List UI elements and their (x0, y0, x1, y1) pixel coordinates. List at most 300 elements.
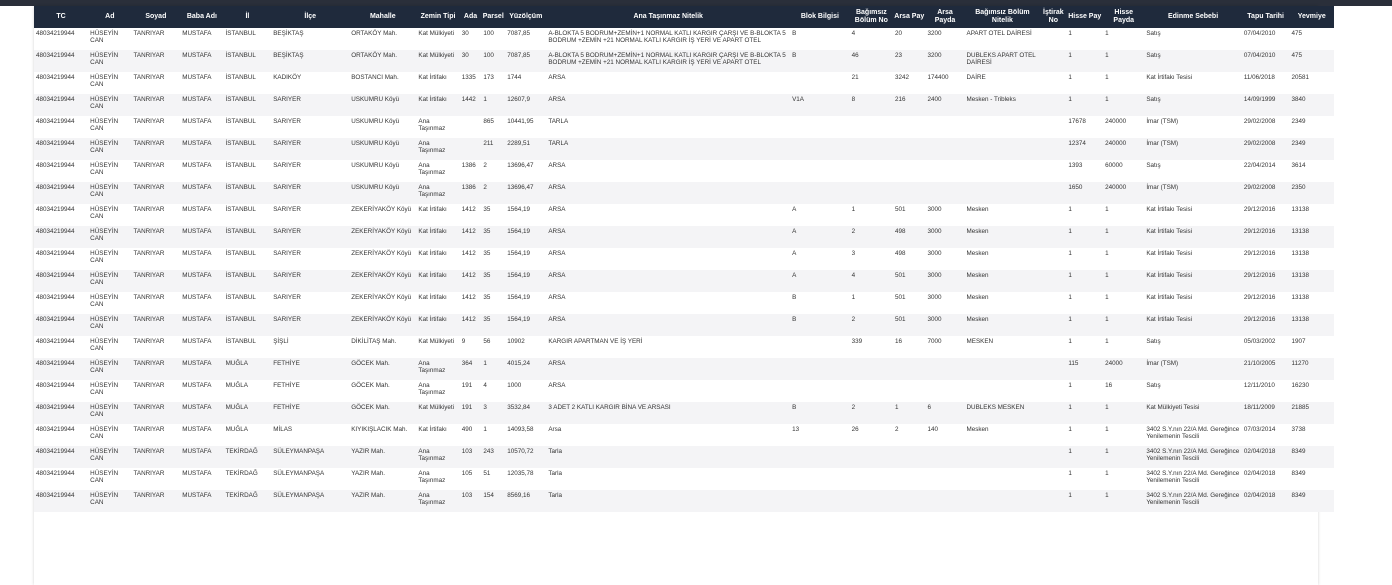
table-cell: İSTANBUL (224, 336, 272, 358)
table-cell: 8 (850, 94, 893, 116)
table-cell (790, 160, 850, 182)
table-cell: 10441,95 (505, 116, 546, 138)
table-cell: 3 (481, 402, 505, 424)
table-cell: 103 (460, 446, 482, 468)
table-cell: 1 (1103, 94, 1144, 116)
table-cell: BEŞİKTAŞ (271, 50, 349, 72)
table-cell: 1412 (460, 314, 482, 336)
table-cell: 1564,19 (505, 226, 546, 248)
table-cell: ARSA (546, 358, 790, 380)
table-cell: Kat İrtifakı (416, 248, 459, 270)
table-cell: 3402 S.Y.nın 22/A Md. Gereğince Yenilemenin Tescili (1144, 424, 1242, 446)
table-cell: 48034219944 (34, 72, 88, 94)
table-cell: 1 (1103, 468, 1144, 490)
table-cell: Ana Taşınmaz (416, 490, 459, 512)
table-cell (1040, 226, 1066, 248)
table-header-row (34, 6, 1334, 28)
table-cell: TEKİRDAĞ (224, 490, 272, 512)
table-row (34, 336, 1334, 358)
table-cell: ARSA (546, 72, 790, 94)
table-cell: 13138 (1289, 248, 1334, 270)
table-cell: 2349 (1289, 116, 1334, 138)
table-row (34, 358, 1334, 380)
table-cell: 48034219944 (34, 248, 88, 270)
table-cell: 1 (481, 94, 505, 116)
table-cell: 13138 (1289, 292, 1334, 314)
column-header[interactable]: Hisse Payda (1103, 6, 1144, 28)
table-cell: MUSTAFA (180, 490, 223, 512)
table-cell: USKUMRU Köyü (349, 160, 416, 182)
table-cell: Kat Mülkiyeti (416, 50, 459, 72)
table-row (34, 468, 1334, 490)
table-cell: ARSA (546, 182, 790, 204)
table-cell: TANRIYAR (131, 380, 180, 402)
table-cell (965, 160, 1041, 182)
table-cell: 24000 (1103, 358, 1144, 380)
table-cell (1040, 138, 1066, 160)
table-cell: 1 (893, 402, 926, 424)
table-cell: 1564,19 (505, 248, 546, 270)
table-cell (893, 446, 926, 468)
table-cell: ARSA (546, 248, 790, 270)
table-cell (965, 358, 1041, 380)
table-cell: 498 (893, 248, 926, 270)
table-cell: MESKEN (965, 336, 1041, 358)
table-cell: Ana Taşınmaz (416, 380, 459, 402)
table-cell: 8349 (1289, 468, 1334, 490)
table-cell: ZEKERİYAKÖY Köyü (349, 226, 416, 248)
column-header[interactable]: Ada (460, 6, 482, 28)
table-cell: Ana Taşınmaz (416, 116, 459, 138)
column-header[interactable]: Bağımsız Bölüm Nitelik (965, 6, 1041, 28)
table-cell: 1 (1103, 314, 1144, 336)
table-cell (1040, 446, 1066, 468)
table-cell: 07/03/2014 (1242, 424, 1290, 446)
table-row (34, 402, 1334, 424)
table-cell: Kat İrtifakı (416, 72, 459, 94)
table-cell: Kat İrtifakı Tesisi (1144, 314, 1242, 336)
table-cell: 21/10/2005 (1242, 358, 1290, 380)
table-cell: ARSA (546, 204, 790, 226)
table-cell: MUSTAFA (180, 160, 223, 182)
table-cell: 1386 (460, 160, 482, 182)
table-cell: MUSTAFA (180, 72, 223, 94)
table-cell (790, 490, 850, 512)
table-cell: Mesken (965, 226, 1041, 248)
table-cell: MUĞLA (224, 358, 272, 380)
table-row (34, 226, 1334, 248)
column-header[interactable]: Parsel (481, 6, 505, 28)
table-cell: B (790, 292, 850, 314)
table-cell: İmar (TSM) (1144, 358, 1242, 380)
table-cell: SÜLEYMANPAŞA (271, 490, 349, 512)
column-header[interactable]: Arsa Pay (893, 6, 926, 28)
table-cell: MUSTAFA (180, 50, 223, 72)
table-cell: HÜSEYİN CAN (88, 28, 131, 50)
table-cell: B (790, 50, 850, 72)
table-row (34, 138, 1334, 160)
table-cell: 501 (893, 270, 926, 292)
table-cell: HÜSEYİN CAN (88, 358, 131, 380)
table-cell: İSTANBUL (224, 72, 272, 94)
table-cell: Ana Taşınmaz (416, 358, 459, 380)
table-cell: 29/12/2016 (1242, 314, 1290, 336)
table-cell: HÜSEYİN CAN (88, 490, 131, 512)
column-header[interactable]: Arsa Payda (926, 6, 965, 28)
table-cell: 4015,24 (505, 358, 546, 380)
table-cell: İSTANBUL (224, 248, 272, 270)
table-cell: Satış (1144, 94, 1242, 116)
column-header[interactable]: Yüzölçüm (505, 6, 546, 28)
table-cell: Kat İrtifakı Tesisi (1144, 248, 1242, 270)
table-cell: İSTANBUL (224, 50, 272, 72)
table-cell: 1 (850, 292, 893, 314)
table-cell: 12035,78 (505, 468, 546, 490)
table-cell: 48034219944 (34, 402, 88, 424)
table-cell: 48034219944 (34, 292, 88, 314)
table-cell: HÜSEYİN CAN (88, 336, 131, 358)
table-cell: 1 (481, 358, 505, 380)
table-cell: MUSTAFA (180, 468, 223, 490)
table-cell: SARIYER (271, 160, 349, 182)
table-cell: HÜSEYİN CAN (88, 204, 131, 226)
table-cell: 3402 S.Y.nın 22/A Md. Gereğince Yenilemenin Tescili (1144, 490, 1242, 512)
column-header[interactable]: Hisse Pay (1066, 6, 1103, 28)
table-cell: 1 (850, 204, 893, 226)
table-cell: 1442 (460, 94, 482, 116)
table-row (34, 248, 1334, 270)
table-cell: HÜSEYİN CAN (88, 402, 131, 424)
table-cell: İSTANBUL (224, 204, 272, 226)
table-cell (893, 182, 926, 204)
table-cell: Mesken (965, 204, 1041, 226)
table-cell: YAZIR Mah. (349, 468, 416, 490)
column-header[interactable]: TC (34, 6, 88, 28)
table-cell: 7087,85 (505, 28, 546, 50)
table-cell: 35 (481, 248, 505, 270)
table-cell: 35 (481, 270, 505, 292)
table-cell: 13138 (1289, 314, 1334, 336)
table-cell: Tarla (546, 490, 790, 512)
table-cell: 48034219944 (34, 380, 88, 402)
column-header[interactable]: Ana Taşınmaz Nitelik (546, 6, 790, 28)
table-cell: 10902 (505, 336, 546, 358)
column-header[interactable]: Edinme Sebebi (1144, 6, 1242, 28)
table-row (34, 50, 1334, 72)
table-cell: İSTANBUL (224, 270, 272, 292)
table-cell: Kat İrtifakı (416, 314, 459, 336)
table-cell: 10570,72 (505, 446, 546, 468)
table-cell: 13 (790, 424, 850, 446)
table-cell: 115 (1066, 358, 1103, 380)
table-cell: 191 (460, 380, 482, 402)
table-cell: 865 (481, 116, 505, 138)
table-cell (1040, 204, 1066, 226)
table-row (34, 116, 1334, 138)
table-cell: TANRIYAR (131, 204, 180, 226)
table-cell: 2 (850, 402, 893, 424)
table-cell (790, 116, 850, 138)
table-cell: 48034219944 (34, 138, 88, 160)
table-cell: 240000 (1103, 116, 1144, 138)
column-header[interactable]: İlçe (271, 6, 349, 28)
table-cell: SARIYER (271, 226, 349, 248)
table-body (34, 28, 1334, 512)
table-cell: 1412 (460, 270, 482, 292)
table-cell: TANRIYAR (131, 358, 180, 380)
table-cell (1040, 336, 1066, 358)
table-cell: SARIYER (271, 138, 349, 160)
table-cell (926, 160, 965, 182)
table-cell (893, 160, 926, 182)
table-cell (790, 358, 850, 380)
table-cell: Kat Mülkiyeti Tesisi (1144, 402, 1242, 424)
table-cell: HÜSEYİN CAN (88, 94, 131, 116)
table-cell: İSTANBUL (224, 94, 272, 116)
table-cell: 1 (1103, 226, 1144, 248)
table-cell: 48034219944 (34, 314, 88, 336)
table-cell: TANRIYAR (131, 72, 180, 94)
table-cell: MUSTAFA (180, 248, 223, 270)
table-cell: TEKİRDAĞ (224, 468, 272, 490)
table-cell: 2400 (926, 94, 965, 116)
table-cell: 501 (893, 314, 926, 336)
table-cell (850, 138, 893, 160)
table-cell (1040, 72, 1066, 94)
table-cell (893, 138, 926, 160)
table-row (34, 446, 1334, 468)
table-cell: 22/04/2014 (1242, 160, 1290, 182)
table-cell: ARSA (546, 226, 790, 248)
table-cell (850, 490, 893, 512)
table-cell (790, 336, 850, 358)
column-header[interactable]: Mahalle (349, 6, 416, 28)
table-cell: 1 (1103, 270, 1144, 292)
column-header[interactable]: Baba Adı (180, 6, 223, 28)
table-cell: TANRIYAR (131, 116, 180, 138)
table-cell: 48034219944 (34, 358, 88, 380)
table-cell: 1 (1066, 248, 1103, 270)
column-header[interactable]: Ad (88, 6, 131, 28)
table-cell: 48034219944 (34, 50, 88, 72)
table-cell: 1412 (460, 248, 482, 270)
table-cell: Kat İrtifakı (416, 226, 459, 248)
table-cell: Kat Mülkiyeti (416, 28, 459, 50)
table-cell: 501 (893, 204, 926, 226)
table-cell: FETHİYE (271, 402, 349, 424)
table-cell (850, 468, 893, 490)
table-cell: FETHİYE (271, 380, 349, 402)
table-cell: SARIYER (271, 270, 349, 292)
table-cell: 2 (481, 182, 505, 204)
table-cell: 105 (460, 468, 482, 490)
table-row (34, 160, 1334, 182)
table-cell (965, 380, 1041, 402)
column-header[interactable]: Soyad (131, 6, 180, 28)
table-cell: TANRIYAR (131, 314, 180, 336)
column-header[interactable]: Zemin Tipi (416, 6, 459, 28)
table-cell: 13696,47 (505, 182, 546, 204)
table-cell: TEKİRDAĞ (224, 446, 272, 468)
table-cell: 1 (1103, 204, 1144, 226)
table-cell: 1 (1103, 490, 1144, 512)
table-cell: TARLA (546, 138, 790, 160)
table-cell: 100 (481, 50, 505, 72)
table-cell: USKUMRU Köyü (349, 116, 416, 138)
table-cell: TANRIYAR (131, 468, 180, 490)
table-cell: 29/12/2016 (1242, 292, 1290, 314)
table-cell: TANRIYAR (131, 402, 180, 424)
table-cell: B (790, 402, 850, 424)
table-cell: ZEKERİYAKÖY Köyü (349, 270, 416, 292)
table-cell: BEŞİKTAŞ (271, 28, 349, 50)
table-cell (926, 138, 965, 160)
table-cell: 02/04/2018 (1242, 468, 1290, 490)
table-cell: SARIYER (271, 116, 349, 138)
table-cell: USKUMRU Köyü (349, 138, 416, 160)
table-cell (850, 358, 893, 380)
table-cell: 3614 (1289, 160, 1334, 182)
table-cell: 29/12/2016 (1242, 204, 1290, 226)
table-cell: SÜLEYMANPAŞA (271, 468, 349, 490)
table-cell: 1 (1066, 28, 1103, 50)
table-cell: Tarla (546, 468, 790, 490)
table-cell: TANRIYAR (131, 446, 180, 468)
table-cell: ORTAKÖY Mah. (349, 50, 416, 72)
table-cell: 1412 (460, 292, 482, 314)
table-cell (926, 490, 965, 512)
table-cell (1040, 314, 1066, 336)
table-row (34, 424, 1334, 446)
table-cell: İSTANBUL (224, 28, 272, 50)
table-cell: TANRIYAR (131, 160, 180, 182)
table-cell: HÜSEYİN CAN (88, 292, 131, 314)
table-cell: SARIYER (271, 248, 349, 270)
table-cell (790, 380, 850, 402)
table-cell: 12607,9 (505, 94, 546, 116)
table-cell: SARIYER (271, 182, 349, 204)
column-header[interactable]: Blok Bilgisi (790, 6, 850, 28)
table-cell: 1 (1066, 204, 1103, 226)
table-cell (1040, 116, 1066, 138)
table-cell: 35 (481, 226, 505, 248)
table-cell: 1 (1103, 424, 1144, 446)
table-cell: SARIYER (271, 94, 349, 116)
column-header[interactable]: Bağımsız Bölüm No (850, 6, 893, 28)
table-cell: 30 (460, 50, 482, 72)
table-cell: A (790, 204, 850, 226)
table-cell: ŞİŞLİ (271, 336, 349, 358)
table-cell: 3840 (1289, 94, 1334, 116)
table-cell: MİLAS (271, 424, 349, 446)
table-cell: USKUMRU Köyü (349, 182, 416, 204)
table-cell: TARLA (546, 116, 790, 138)
table-cell (965, 182, 1041, 204)
table-cell: 174400 (926, 72, 965, 94)
table-cell: 1 (1066, 468, 1103, 490)
table-cell: KADIKÖY (271, 72, 349, 94)
table-cell (850, 182, 893, 204)
table-cell: MUSTAFA (180, 314, 223, 336)
table-cell: 1564,19 (505, 314, 546, 336)
table-cell (965, 446, 1041, 468)
table-cell: Satış (1144, 28, 1242, 50)
table-cell: 3000 (926, 314, 965, 336)
table-cell: V1A (790, 94, 850, 116)
table-cell (790, 138, 850, 160)
table-cell (1040, 424, 1066, 446)
table-cell: 48034219944 (34, 182, 88, 204)
table-cell: Ana Taşınmaz (416, 468, 459, 490)
table-cell: ARSA (546, 160, 790, 182)
table-cell: 29/12/2016 (1242, 226, 1290, 248)
table-cell: 1 (1066, 336, 1103, 358)
table-cell: MUSTAFA (180, 446, 223, 468)
table-row (34, 490, 1334, 512)
table-cell: Kat İrtifakı (416, 292, 459, 314)
table-cell: 1744 (505, 72, 546, 94)
table-cell: 3000 (926, 204, 965, 226)
table-cell: GÖCEK Mah. (349, 402, 416, 424)
table-row (34, 292, 1334, 314)
table-cell: MUSTAFA (180, 380, 223, 402)
table-cell: 1 (1103, 336, 1144, 358)
table-cell: 216 (893, 94, 926, 116)
column-header[interactable]: Yevmiye (1289, 6, 1334, 28)
table-cell (926, 446, 965, 468)
column-header[interactable]: İştirak No (1040, 6, 1066, 28)
table-cell: Ana Taşınmaz (416, 160, 459, 182)
table-cell: 8569,16 (505, 490, 546, 512)
table-cell: 48034219944 (34, 94, 88, 116)
table-cell: 48034219944 (34, 28, 88, 50)
table-cell: 48034219944 (34, 226, 88, 248)
table-cell: Mesken (965, 314, 1041, 336)
table-cell: Kat İrtifakı Tesisi (1144, 292, 1242, 314)
table-cell: 48034219944 (34, 116, 88, 138)
table-cell: 2349 (1289, 138, 1334, 160)
table-cell: HÜSEYİN CAN (88, 116, 131, 138)
table-cell: A (790, 270, 850, 292)
table-cell: 1907 (1289, 336, 1334, 358)
table-cell: Mesken - Tribleks (965, 94, 1041, 116)
table-cell (926, 182, 965, 204)
table-cell: 14/09/1999 (1242, 94, 1290, 116)
table-cell: FETHİYE (271, 358, 349, 380)
table-cell: 2 (850, 226, 893, 248)
table-cell: 29/02/2008 (1242, 182, 1290, 204)
table-cell: 2 (481, 160, 505, 182)
column-header[interactable]: Tapu Tarihi (1242, 6, 1290, 28)
table-cell: İSTANBUL (224, 138, 272, 160)
table-cell: 21 (850, 72, 893, 94)
table-cell: 1 (1103, 446, 1144, 468)
table-cell: DUBLEKS APART OTEL DAİRESİ (965, 50, 1041, 72)
table-cell: SÜLEYMANPAŞA (271, 446, 349, 468)
table-cell: 21885 (1289, 402, 1334, 424)
table-cell: 48034219944 (34, 204, 88, 226)
column-header[interactable]: İl (224, 6, 272, 28)
table-cell: 16230 (1289, 380, 1334, 402)
table-cell: 1 (1066, 72, 1103, 94)
table-cell: ZEKERİYAKÖY Köyü (349, 292, 416, 314)
table-cell: 26 (850, 424, 893, 446)
table-cell (893, 358, 926, 380)
table-cell (926, 468, 965, 490)
table-cell (893, 468, 926, 490)
table-cell: HÜSEYİN CAN (88, 380, 131, 402)
table-cell (926, 116, 965, 138)
